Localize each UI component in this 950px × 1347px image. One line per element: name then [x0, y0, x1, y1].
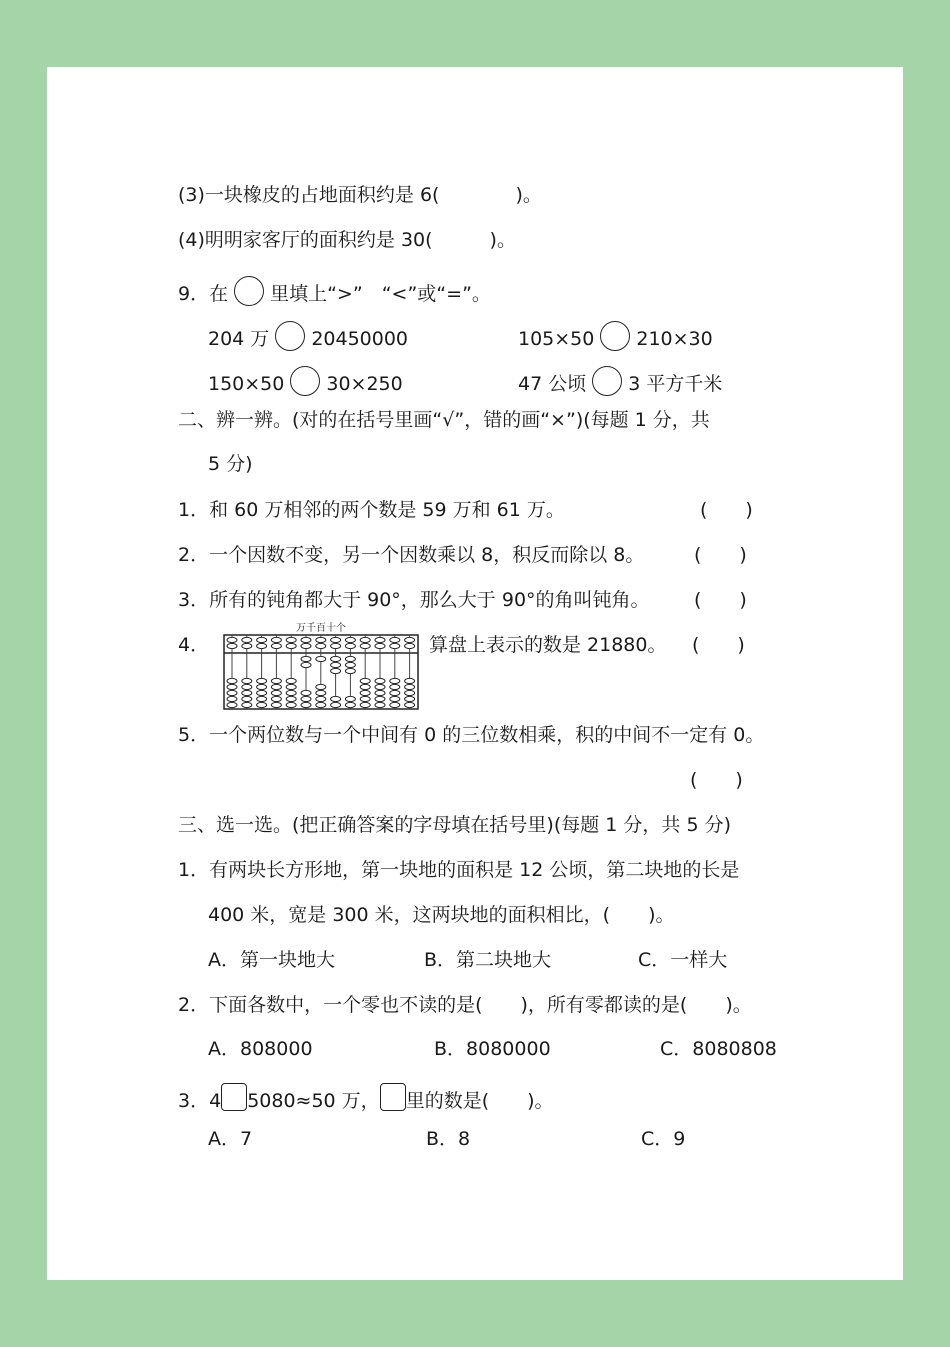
judge-item-4-text: 算盘上表示的数是 21880。	[429, 634, 667, 656]
abacus-bead	[405, 637, 415, 642]
abacus-bead	[375, 684, 385, 689]
abacus-bead	[375, 696, 385, 701]
abacus-bead	[286, 696, 296, 701]
abacus-bead	[331, 643, 341, 648]
abacus-bead	[257, 696, 267, 701]
abacus-bead	[286, 678, 296, 683]
compare-circle[interactable]	[600, 321, 630, 351]
abacus-bead	[360, 702, 370, 707]
judge-item-5: 5．一个两位数与一个中间有 0 的三位数相乘，积的中间不一定有 0。	[178, 724, 765, 746]
abacus-bead	[257, 690, 267, 695]
abacus-bead	[375, 690, 385, 695]
abacus-bead	[405, 702, 415, 707]
abacus-bead	[242, 696, 252, 701]
abacus-bead	[331, 662, 341, 667]
q9-instruction	[178, 276, 491, 307]
abacus-bead	[286, 702, 296, 707]
abacus-bead	[316, 702, 326, 707]
abacus-bead	[257, 678, 267, 683]
abacus-bead	[301, 702, 311, 707]
abacus-bead	[316, 696, 326, 701]
section2-title-cont: 5 分)	[208, 453, 253, 475]
abacus-bead	[331, 668, 341, 673]
compare-circle[interactable]	[275, 321, 305, 351]
choice-q1-line1: 1．有两块长方形地，第一块地的面积是 12 公顷，第二块地的长是	[178, 859, 740, 881]
abacus-bead	[301, 656, 311, 661]
choice-q2-text: 2．下面各数中，一个零也不读的是( )，所有零都读的是( )。	[178, 994, 752, 1016]
pair-left: 150×50	[208, 373, 285, 395]
choice-q1-option-b[interactable]: B．第二块地大	[424, 949, 552, 971]
abacus-bead	[257, 643, 267, 648]
abacus-bead	[375, 702, 385, 707]
pair-right: 210×30	[636, 328, 713, 350]
abacus-bead	[360, 684, 370, 689]
abacus-bead	[301, 690, 311, 695]
abacus-bead	[257, 702, 267, 707]
pair-left: 105×50	[518, 328, 595, 350]
q9-pair-3	[208, 366, 403, 397]
abacus-bead	[390, 643, 400, 648]
judge-item-3: 3．所有的钝角都大于 90°，那么大于 90°的角叫钝角。	[178, 589, 650, 611]
abacus-bead	[257, 684, 267, 689]
abacus-bead	[316, 684, 326, 689]
q9-suffix: 里填上“>” “<”或“=”。	[270, 283, 491, 305]
abacus-bead	[390, 637, 400, 642]
abacus-bead	[227, 643, 237, 648]
abacus-bead	[375, 637, 385, 642]
judge-item-4-num: 4．	[178, 634, 210, 656]
choice-q3-option-a[interactable]: A．7	[208, 1128, 253, 1150]
abacus-bead	[331, 656, 341, 661]
abacus-bead	[360, 690, 370, 695]
abacus-bead	[390, 702, 400, 707]
pair-right: 30×250	[326, 373, 403, 395]
abacus-bead	[390, 690, 400, 695]
abacus-bead	[271, 690, 281, 695]
abacus-bead	[360, 637, 370, 642]
abacus-bead	[405, 643, 415, 648]
abacus-bead	[405, 690, 415, 695]
q9-pair-1	[208, 321, 408, 352]
abacus-bead	[301, 637, 311, 642]
square-blank-icon	[380, 1083, 406, 1111]
q9-pair-2	[518, 321, 713, 352]
abacus-bead	[316, 643, 326, 648]
abacus-bead	[316, 656, 326, 661]
abacus-bead	[345, 637, 355, 642]
abacus-bead	[227, 690, 237, 695]
choice-q1-line2: 400 米，宽是 300 米，这两块地的面积相比，( )。	[208, 904, 675, 926]
abacus-bead	[360, 696, 370, 701]
abacus-bead	[301, 662, 311, 667]
abacus-figure	[223, 621, 419, 711]
choice-q2-option-a[interactable]: A．808000	[208, 1038, 313, 1060]
abacus-bead	[390, 696, 400, 701]
abacus-bead	[405, 678, 415, 683]
abacus-bead	[331, 696, 341, 701]
abacus-bead	[316, 690, 326, 695]
choice-q3-option-b[interactable]: B．8	[426, 1128, 471, 1150]
section3-title: 三、选一选。(把正确答案的字母填在括号里)(每题 1 分，共 5 分)	[178, 814, 731, 836]
abacus-bead	[271, 696, 281, 701]
choice-q1-option-c[interactable]: C．一样大	[638, 949, 728, 971]
abacus-bead	[271, 637, 281, 642]
abacus-bead	[271, 684, 281, 689]
abacus-bead	[227, 678, 237, 683]
abacus-bead	[390, 678, 400, 683]
abacus-bead	[242, 637, 252, 642]
judge-bracket-3[interactable]: ( )	[694, 589, 747, 611]
abacus-icon	[223, 621, 419, 711]
abacus-bead	[301, 696, 311, 701]
abacus-bead	[316, 637, 326, 642]
choice-q3-option-c[interactable]: C．9	[641, 1128, 686, 1150]
abacus-bead	[227, 702, 237, 707]
square-blank-icon[interactable]	[221, 1083, 247, 1111]
abacus-bead	[271, 702, 281, 707]
abacus-bead	[257, 637, 267, 642]
abacus-bead	[242, 684, 252, 689]
q9-prefix: 9．在	[178, 283, 229, 305]
pair-right: 20450000	[311, 328, 409, 350]
abacus-bead	[360, 643, 370, 648]
q8-item-3: (3)一块橡皮的占地面积约是 6( )。	[178, 184, 542, 206]
compare-circle[interactable]	[592, 366, 622, 396]
choice-q2-option-c[interactable]: C．8080808	[660, 1038, 777, 1060]
abacus-bead	[286, 684, 296, 689]
abacus-bead	[242, 678, 252, 683]
q9-pair-4	[518, 366, 722, 397]
choice-q2-option-b[interactable]: B．8080000	[434, 1038, 551, 1060]
abacus-bead	[375, 643, 385, 648]
abacus-bead	[360, 678, 370, 683]
abacus-bead	[345, 662, 355, 667]
abacus-bead	[345, 668, 355, 673]
section2-title: 二、辨一辨。(对的在括号里画“√”，错的画“×”)(每题 1 分，共	[178, 409, 710, 431]
abacus-bead	[405, 684, 415, 689]
judge-bracket-5[interactable]: ( )	[690, 769, 743, 791]
pair-left: 204 万	[208, 328, 270, 350]
choice-q3-text: 3．4 5080≈50 万， 里的数是( )。	[178, 1083, 554, 1114]
abacus-bead	[271, 678, 281, 683]
abacus-bead	[286, 690, 296, 695]
compare-circle[interactable]	[290, 366, 320, 396]
abacus-bead	[331, 637, 341, 642]
abacus-place-label: 万千百十个	[296, 623, 346, 634]
judge-bracket-2[interactable]: ( )	[694, 544, 747, 566]
abacus-bead	[331, 702, 341, 707]
pair-left: 47 公顷	[518, 373, 587, 395]
abacus-bead	[271, 643, 281, 648]
abacus-bead	[390, 684, 400, 689]
abacus-bead	[242, 690, 252, 695]
judge-bracket-4[interactable]: ( )	[692, 634, 745, 656]
abacus-bead	[242, 702, 252, 707]
choice-q1-option-a[interactable]: A．第一块地大	[208, 949, 335, 971]
abacus-bead	[227, 696, 237, 701]
judge-item-1: 1．和 60 万相邻的两个数是 59 万和 61 万。	[178, 499, 565, 521]
abacus-bead	[345, 702, 355, 707]
abacus-bead	[242, 643, 252, 648]
abacus-bead	[286, 637, 296, 642]
abacus-bead	[345, 696, 355, 701]
abacus-bead	[227, 684, 237, 689]
circle-blank-icon	[234, 276, 264, 306]
abacus-bead	[345, 643, 355, 648]
abacus-bead	[345, 656, 355, 661]
q8-item-4: (4)明明家客厅的面积约是 30( )。	[178, 229, 516, 251]
abacus-bead	[405, 696, 415, 701]
pair-right: 3 平方千米	[628, 373, 723, 395]
abacus-bead	[375, 678, 385, 683]
abacus-bead	[227, 637, 237, 642]
judge-item-2: 2．一个因数不变，另一个因数乘以 8，积反而除以 8。	[178, 544, 645, 566]
judge-bracket-1[interactable]: ( )	[700, 499, 753, 521]
abacus-bead	[286, 643, 296, 648]
abacus-bead	[301, 643, 311, 648]
